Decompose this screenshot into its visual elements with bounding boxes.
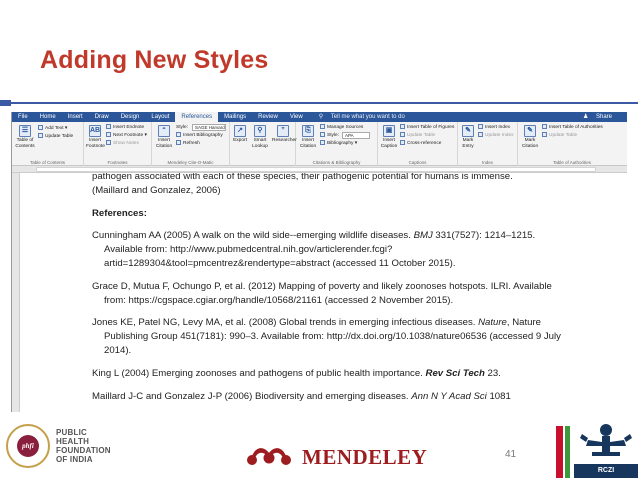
tab-review[interactable]: Review [258,114,278,120]
group-table-of-contents [12,122,84,166]
references-heading: References: [92,207,147,219]
body-line: (Maillard and Gonzalez, 2006) [92,184,221,196]
update-index-icon [478,132,483,137]
citation-icon: “ [158,125,170,137]
reference-entry: Maillard J-C and Gonzalez J-P (2006) Biodiversity and emerging diseases. Ann N Y Acad Sci 1081 [92,390,511,402]
insert-table-of-figures-button[interactable]: Insert Table of Figures [400,124,454,131]
mendeley-logo [246,440,436,474]
insert-footnote-button[interactable]: AB Insert Footnote [86,127,105,149]
update-index-button[interactable]: Update Index [478,132,514,139]
export-button[interactable]: ↗ Export [233,127,247,143]
export-icon: ↗ [234,125,246,137]
smart-lookup-button[interactable]: ⚲ Smart Lookup [252,127,268,149]
vertical-ruler[interactable] [12,173,20,412]
ruler-text-area [36,167,596,172]
update-authorities-table-button[interactable]: Update Table [542,132,577,139]
update-table-button[interactable]: Update Table [38,133,73,140]
refresh-button[interactable]: Refresh [176,140,200,147]
next-footnote-button[interactable]: Next Footnote ▾ [106,132,147,139]
show-notes-icon [106,140,111,145]
group-table-of-authorities [518,122,626,166]
mark-entry-button[interactable]: ✎ Mark Entry [462,127,474,149]
group-label-footnotes: Footnotes [107,160,128,165]
insert-index-icon [478,124,483,129]
bibliography-list-icon [320,140,325,145]
show-notes-button[interactable]: Show Notes [106,140,139,147]
body-line: pathogen associated with each of these species, their pathogenic potential for humans is immense. [92,173,513,182]
mendeley-style-label: Style: [176,125,188,130]
mark-citation-button[interactable]: ✎ Mark Citation [521,127,539,149]
share-button[interactable]: ♟ Share [577,112,627,122]
title-accent-bar [0,100,11,106]
tab-file[interactable]: File [18,114,28,120]
citation-style-dropdown[interactable]: APA [342,132,370,139]
word-screenshot [11,112,627,412]
researcher-icon: ” [277,125,289,137]
tab-home[interactable]: Home [39,114,56,120]
slide-title: Adding New Styles [40,46,269,74]
footnote-icon: AB [89,125,101,137]
group-captions [378,122,458,166]
mendeley-insert-citation-button[interactable]: “ Insert Citation [155,127,173,149]
mendeley-icon [246,444,292,468]
table-of-contents-button[interactable]: ☰ Table of Contents [15,127,35,149]
table-of-authorities-icon [542,124,547,129]
caption-icon: ▣ [383,125,395,137]
reference-entry: Cunningham AA (2005) A walk on the wild side--emerging wildlife diseases. BMJ 331(7527): 1214–1215. Available from: http://www.pubmedcentral.nih.gov/articlerender.fcgi?artid=1289304&tool=pmcentrez&rendertype=abstract (accessed 11 October 2015). [92,230,536,269]
manage-sources-icon [320,124,325,129]
group-footnotes [84,122,152,166]
update-figures-icon [400,132,405,137]
phfi-logo [6,422,126,472]
horizontal-ruler[interactable] [12,166,627,173]
group-label-captions: Captions [408,160,427,165]
rczi-green-bar [565,426,570,478]
update-authorities-icon [542,132,547,137]
group-label-index: Index [481,160,493,165]
rczi-emblem-icon [578,420,634,464]
group-label-mendeley: Mendeley Cite-O-Matic [167,160,214,165]
researcher-button[interactable]: ” Researcher [272,127,297,143]
word-menu-bar [12,112,627,122]
tab-references[interactable]: References [175,112,218,122]
tell-me-box[interactable]: ⚲ Tell me what you want to do [313,112,417,122]
mark-entry-icon: ✎ [462,125,474,137]
phfi-wordmark: PUBLIC HEALTH FOUNDATION OF INDIA [56,428,111,464]
group-index [458,122,518,166]
update-figures-table-button[interactable]: Update Table [400,132,435,139]
update-icon [38,133,43,138]
insert-citation-button[interactable]: ⎘ Insert Citation [299,127,317,149]
insert-bibliography-button[interactable]: Insert Bibliography [176,132,223,139]
page-number: 41 [505,449,517,460]
group-label-citations: Citations & Bibliography [312,160,361,165]
mendeley-style-dropdown[interactable]: SAGE Harvard [192,124,226,131]
phfi-emblem [6,424,50,468]
cross-reference-button[interactable]: Cross-reference [400,140,441,147]
reference-entry: King L (2004) Emerging zoonoses and pathogens of public health importance. Rev Sci Tech 23. [92,367,501,379]
group-mendeley [152,122,230,166]
insert-table-of-authorities-button[interactable]: Insert Table of Authorities [542,124,603,131]
share-label: Share [595,114,612,120]
tab-draw[interactable]: Draw [94,114,109,120]
insert-citation-icon: ⎘ [302,125,314,137]
group-research [230,122,296,166]
title-divider [11,102,638,104]
group-label-toc: Table of Contents [29,160,66,165]
tab-mailings[interactable]: Mailings [224,114,247,120]
rczi-logo [556,418,638,478]
rczi-red-bar [556,426,563,478]
references-ribbon [12,122,627,166]
reference-entry: Grace D, Mutua F, Ochungo P, et al. (2012) Mapping of poverty and likely zoonoses hotspots. ILRI. Available from: https://cgspace.cgiar.org/handle/10568/21161 (accessed 2 November 2015). [92,280,552,306]
cross-reference-icon [400,140,405,145]
bibliography-icon [176,132,181,137]
insert-endnote-button[interactable]: Insert Endnote [106,124,144,131]
table-of-figures-icon [400,124,405,129]
group-citations-bibliography [296,122,378,166]
group-label-authorities: Table of Authorities [552,160,592,165]
refresh-icon [176,140,181,145]
tab-layout[interactable]: Layout [151,114,170,120]
endnote-icon [106,124,111,129]
citation-style-label: Style: [320,132,339,139]
insert-index-button[interactable]: Insert Index [478,124,510,131]
bibliography-button[interactable]: Bibliography ▾ [320,140,357,147]
tab-design[interactable]: Design [120,114,140,120]
toc-icon: ☰ [19,125,31,137]
tell-me-text: Tell me what you want to do [330,114,405,120]
next-footnote-icon [106,132,111,137]
smart-lookup-icon: ⚲ [254,125,266,137]
reference-entry: Jones KE, Patel NG, Levy MA, et al. (2008) Global trends in emerging infectious diseases. Nature, Nature Publishing Group 451(7181): 990–3. Available from: http://dx.doi.org/10.1038/nature06536 (accessed 9 July 2014). [92,317,561,356]
mark-citation-icon: ✎ [524,125,536,137]
document-page[interactable] [12,173,627,412]
add-text-button[interactable]: Add Text ▾ [38,125,67,132]
document-body[interactable] [92,173,562,403]
phfi-mark: phfi [17,435,39,457]
mendeley-wordmark: MENDELEY [302,445,428,469]
style-icon [320,132,325,137]
insert-caption-button[interactable]: ▣ Insert Caption [380,127,398,149]
tab-view[interactable]: View [289,114,303,120]
add-text-icon [38,125,43,130]
rczi-wordmark: RCZI [574,464,638,478]
tab-insert[interactable]: Insert [67,114,83,120]
manage-sources-button[interactable]: Manage Sources [320,124,363,131]
